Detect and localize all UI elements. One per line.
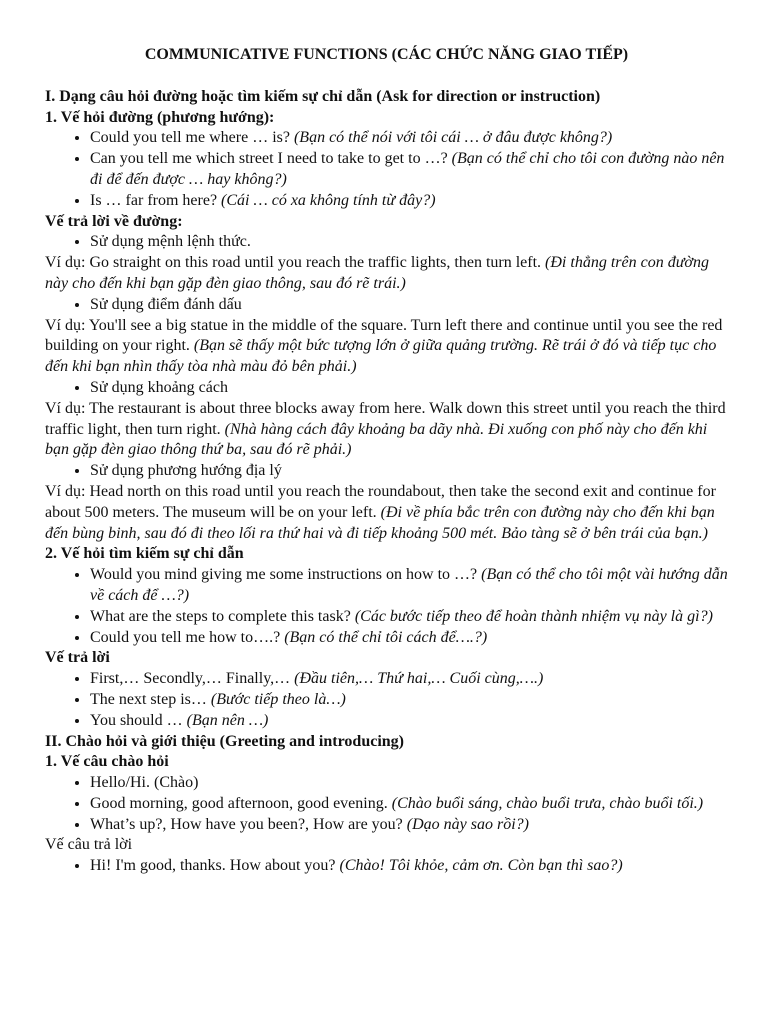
- answer-method-list: [45, 378, 728, 399]
- vietnamese-translation: (Bạn có thể cho tôi một vài hướng dẫn về cách để …?): [90, 566, 728, 604]
- english-text: What are the steps to complete this task?: [90, 607, 355, 625]
- answer-direction-heading: Vế trả lời về đường:: [45, 212, 183, 230]
- english-text: Could you tell me how to….?: [90, 628, 285, 646]
- english-text: Ví dụ: Go straight on this road until you reach the traffic lights, then turn left.: [45, 254, 546, 272]
- greeting-reply-list: [45, 856, 728, 877]
- vietnamese-translation: (Các bước tiếp theo để hoàn thành nhiệm vụ này là gì?): [354, 607, 713, 625]
- english-text: Hello/Hi. (Chào): [90, 774, 199, 792]
- list-item: [90, 794, 728, 815]
- section-1-subheading-instruction: 2. Vế hỏi tìm kiếm sự chỉ dẫn: [45, 545, 244, 563]
- ask-instruction-list: [45, 565, 728, 648]
- english-text: What’s up?, How have you been?, How are you?: [90, 815, 407, 833]
- list-item: [90, 690, 728, 711]
- vietnamese-translation: (Đi về phía bắc trên con đường này cho đến khi bạn đến bùng binh, sau đó đi theo lối ra thứ hai và đi tiếp khoảng 500 mét. Bảo tàng sẽ ở bên trái của bạn.): [45, 503, 715, 542]
- list-item: [90, 856, 728, 877]
- answer-method-list: [45, 461, 728, 482]
- list-item: [90, 815, 728, 836]
- vietnamese-translation: (Đi thẳng trên con đường này cho đến khi bạn gặp đèn giao thông, sau đó rẽ trái.): [45, 254, 709, 292]
- vietnamese-translation: (Chào! Tôi khỏe, cảm ơn. Còn bạn thì sao?): [339, 857, 623, 875]
- answer-method-list: [45, 232, 728, 253]
- greeting-list: [45, 773, 728, 835]
- section-2-heading: II. Chào hỏi và giới thiệu (Greeting and introducing): [45, 732, 404, 750]
- list-item: [90, 565, 728, 607]
- vietnamese-translation: (Cái … có xa không tính từ đây?): [221, 191, 436, 209]
- document-title: COMMUNICATIVE FUNCTIONS (CÁC CHỨC NĂNG GIAO TIẾP): [144, 46, 629, 63]
- section-1-heading: I. Dạng câu hỏi đường hoặc tìm kiếm sự chỉ dẫn (Ask for direction or instruction): [45, 87, 601, 105]
- vietnamese-translation: (Dạo này sao rồi?): [406, 815, 529, 833]
- vietnamese-translation: (Đầu tiên,… Thứ hai,… Cuối cùng,….): [294, 670, 544, 688]
- english-text: Ví dụ: Head north on this road until you reach the roundabout, then take the second exit and continue for about 500 meters. The museum will be on your left.: [45, 482, 716, 521]
- list-item: [90, 773, 728, 794]
- english-text: Good morning, good afternoon, good evening.: [90, 794, 392, 812]
- list-item: • Sử dụng mệnh lệnh thức.: [90, 232, 728, 253]
- list-item: [90, 711, 728, 732]
- english-text: Can you tell me which street I need to take to get to …?: [90, 150, 452, 168]
- list-item: [90, 628, 728, 649]
- example-paragraph: [45, 399, 728, 461]
- instruction-reply-list: [45, 669, 728, 731]
- example-paragraph: [45, 316, 728, 378]
- vietnamese-translation: (Nhà hàng cách đây khoảng ba dãy nhà. Đi xuống con phố này cho đến khi bạn gặp đèn giao thông thứ ba, sau đó rẽ phải.): [45, 420, 708, 459]
- english-text: Hi! I'm good, thanks. How about you?: [90, 857, 340, 875]
- ask-direction-list: [45, 128, 728, 211]
- vietnamese-translation: (Bạn có thể chỉ tôi cách để….?): [284, 628, 488, 646]
- english-text: Is … far from here?: [90, 191, 222, 209]
- vietnamese-translation: (Bạn có thể chỉ cho tôi con đường nào nên đi để đến được … hay không?): [90, 150, 725, 188]
- list-item: [90, 191, 728, 212]
- example-paragraph: [45, 482, 728, 544]
- english-text: First,… Secondly,… Finally,…: [90, 670, 295, 688]
- english-text: Ví dụ: You'll see a big statue in the middle of the square. Turn left there and continue until you see the red building on your right.: [45, 316, 723, 355]
- english-text: Would you mind giving me some instructions on how to …?: [90, 566, 482, 584]
- list-item: [90, 149, 728, 191]
- english-text: You should …: [90, 711, 187, 729]
- list-item: [90, 607, 728, 628]
- greeting-reply-heading: Vế câu trả lời: [45, 836, 133, 854]
- list-item: [90, 669, 728, 690]
- list-item: • Sử dụng điểm đánh dấu: [90, 295, 728, 316]
- list-item: • Sử dụng phương hướng địa lý: [90, 461, 728, 482]
- example-paragraph: [45, 253, 728, 295]
- english-text: Could you tell me where … is?: [90, 129, 294, 147]
- answer-method-list: [45, 295, 728, 316]
- english-text: The next step is…: [90, 690, 211, 708]
- section-2-subheading-greeting: 1. Vế câu chào hỏi: [45, 753, 169, 771]
- vietnamese-translation: (Bạn sẽ thấy một bức tượng lớn ở giữa quảng trường. Rẽ trái ở đó và tiếp tục cho đến khi bạn nhìn thấy tòa nhà màu đỏ bên phải.): [45, 337, 717, 376]
- vietnamese-translation: (Bạn nên …): [186, 711, 269, 729]
- vietnamese-translation: (Bước tiếp theo là…): [210, 690, 346, 708]
- list-item: [90, 128, 728, 149]
- instruction-reply-heading: Vế trả lời: [45, 649, 110, 667]
- english-text: Ví dụ: The restaurant is about three blocks away from here. Walk down this street until you reach the third traffic light, then turn right.: [45, 399, 726, 438]
- list-item: • Sử dụng khoảng cách: [90, 378, 728, 399]
- section-1-subheading-ask-direction: 1. Vế hỏi đường (phương hướng):: [45, 108, 275, 126]
- vietnamese-translation: (Bạn có thể nói với tôi cái … ở đâu được không?): [293, 129, 613, 147]
- vietnamese-translation: (Chào buổi sáng, chào buổi trưa, chào buổi tối.): [391, 794, 704, 812]
